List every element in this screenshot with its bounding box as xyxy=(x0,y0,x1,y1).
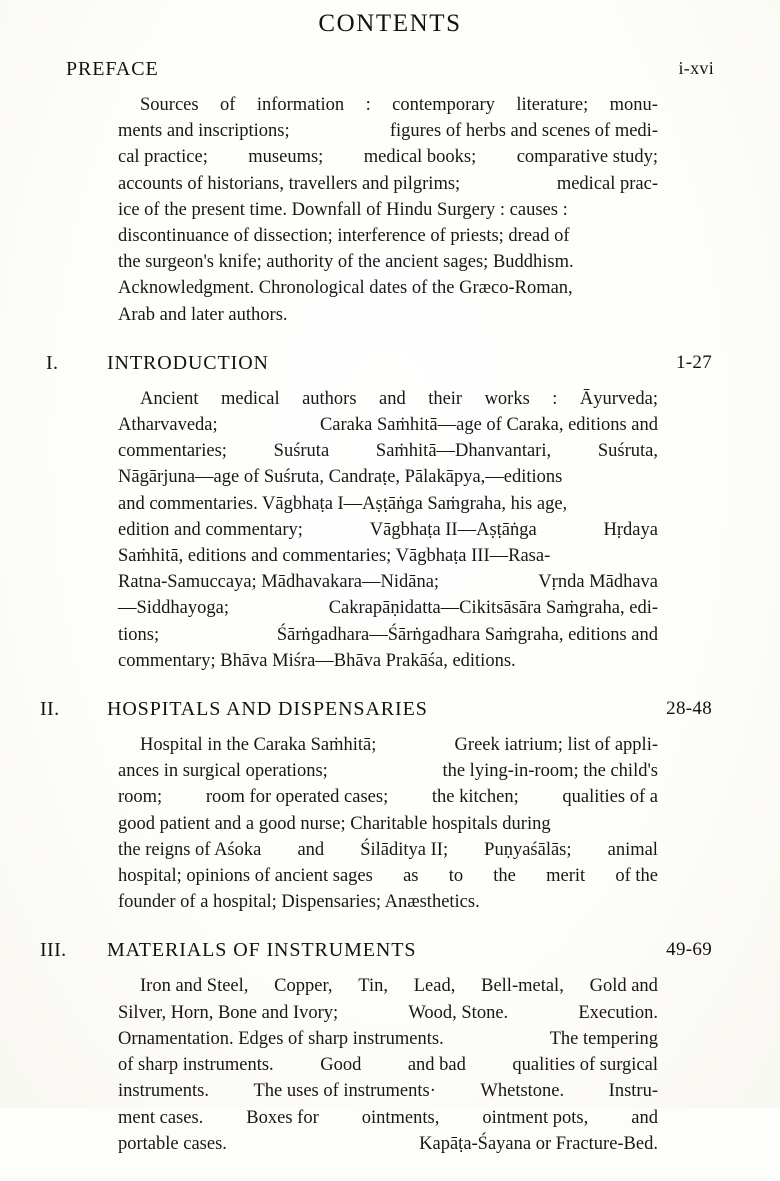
spacer xyxy=(0,40,780,58)
line-segment: merit xyxy=(546,866,586,887)
line-segment: museums; xyxy=(248,147,324,168)
line-segment: ointment pots, xyxy=(482,1107,589,1128)
line-segment: works xyxy=(484,388,530,409)
spacer xyxy=(0,674,780,698)
line-segment: Sources xyxy=(140,95,199,115)
line-segment: Suśruta xyxy=(273,441,330,462)
line-segment: authors xyxy=(302,388,357,409)
description-line xyxy=(118,1131,658,1157)
description-line xyxy=(118,863,658,889)
description-line xyxy=(118,758,658,784)
line-segment: medical prac- xyxy=(556,173,658,194)
line-segment: Lead, xyxy=(413,976,456,997)
line-segment: the kitchen; xyxy=(431,787,519,808)
description-line xyxy=(118,438,658,464)
line-segment: Greek iatrium; list of appli- xyxy=(454,735,658,756)
line-segment: Iron and Steel, xyxy=(140,976,249,997)
page-title: CONTENTS xyxy=(318,10,462,37)
line-segment: and bad xyxy=(407,1055,466,1076)
entry-page-range: 28-48 xyxy=(666,698,712,720)
entry-title[interactable]: INTRODUCTION xyxy=(107,351,269,374)
line-segment: Silver, Horn, Bone and Ivory; xyxy=(118,1002,339,1023)
line-segment: monu- xyxy=(609,95,658,115)
line-segment: Puṇyaśālās; xyxy=(484,839,572,860)
line-segment: ointments, xyxy=(361,1107,440,1128)
line-segment: Vāgbhaṭa II—Aṣṭāṅga xyxy=(369,519,537,540)
line-segment: Śilāditya II; xyxy=(360,839,449,860)
description-line xyxy=(118,1026,658,1052)
line-segment: the lying-in-room; the child's xyxy=(442,761,658,782)
line-segment: hospital; opinions of ancient sages xyxy=(118,866,373,887)
entry-title[interactable]: MATERIALS OF INSTRUMENTS xyxy=(107,939,417,962)
line-segment: and xyxy=(379,388,406,409)
line-segment: and xyxy=(631,1107,658,1128)
line-segment: Ornamentation. Edges of sharp instruments. xyxy=(118,1028,444,1049)
description-line: ice of the present time. Downfall of Hindu Surgery : causes : xyxy=(118,199,568,220)
line-segment: Suśruta, xyxy=(597,441,658,462)
spacer xyxy=(0,1157,780,1181)
line-segment: Copper, xyxy=(274,976,333,997)
line-segment: Hospital in the Caraka Saṁhitā; xyxy=(140,735,377,756)
description-line: Nāgārjuna—age of Suśruta, Candraṭe, Pālakāpya,—editions xyxy=(118,467,563,488)
entry-numeral: I. xyxy=(46,351,59,374)
line-segment: comparative study; xyxy=(516,147,658,168)
line-segment: portable cases. xyxy=(118,1133,227,1154)
entry-numeral: III. xyxy=(40,939,67,962)
contents-entry-list xyxy=(0,58,780,1181)
line-segment: qualities of a xyxy=(562,787,658,808)
line-segment: of sharp instruments. xyxy=(118,1055,274,1076)
contents-entry[interactable] xyxy=(0,939,780,1156)
entry-header[interactable] xyxy=(0,58,780,92)
line-segment: : xyxy=(365,95,371,115)
line-segment: room; xyxy=(118,787,163,808)
entry-page-range: i-xvi xyxy=(678,58,714,78)
description-line: Saṁhitā, editions and commentaries; Vāgbhaṭa III—Rasa- xyxy=(118,546,551,567)
description-line xyxy=(118,784,658,810)
entry-title[interactable]: HOSPITALS AND DISPENSARIES xyxy=(107,698,428,721)
spacer xyxy=(0,328,780,352)
line-segment: as xyxy=(403,866,419,887)
entry-description xyxy=(0,732,780,915)
description-line xyxy=(140,92,658,118)
entry-description xyxy=(0,973,780,1156)
line-segment: cal practice; xyxy=(118,147,208,168)
line-segment: Āyurveda; xyxy=(579,388,658,409)
description-line xyxy=(118,171,658,197)
line-segment: —Siddhayoga; xyxy=(118,598,229,619)
line-segment: : xyxy=(552,388,558,409)
line-segment: Atharvaveda; xyxy=(118,415,218,436)
line-segment: Good xyxy=(320,1055,362,1076)
line-segment: Execution. xyxy=(578,1002,658,1023)
line-segment: Hṛdaya xyxy=(603,519,658,540)
line-segment: Śārṅgadhara—Śārṅgadhara Saṁgraha, editions and xyxy=(276,624,658,645)
description-line xyxy=(118,517,658,543)
line-segment: edition and commentary; xyxy=(118,519,303,540)
line-segment: ments and inscriptions; xyxy=(118,121,290,142)
line-segment: instruments. xyxy=(118,1081,209,1102)
line-segment: the xyxy=(493,866,516,887)
description-line xyxy=(118,1105,658,1131)
line-segment: Boxes for xyxy=(246,1107,319,1128)
line-segment: figures of herbs and scenes of medi- xyxy=(389,121,658,142)
contents-entry[interactable] xyxy=(0,58,780,328)
line-segment: and xyxy=(297,839,325,860)
line-segment: information xyxy=(256,95,345,115)
entry-description xyxy=(0,386,780,674)
description-line xyxy=(118,1078,658,1104)
description-line xyxy=(118,412,658,438)
line-segment: literature; xyxy=(516,95,589,115)
line-segment: Kapāṭa-Śayana or Fracture-Bed. xyxy=(419,1133,658,1154)
line-segment: the reigns of Aśoka xyxy=(118,839,262,860)
entry-header[interactable] xyxy=(0,698,780,732)
entry-page-range: 1-27 xyxy=(675,351,712,373)
line-segment: Cakrapāṇidatta—Cikitsāsāra Saṁgraha, edi- xyxy=(328,598,658,619)
line-segment: tions; xyxy=(118,624,160,645)
description-line xyxy=(140,732,658,758)
line-segment: Wood, Stone. xyxy=(408,1002,509,1023)
description-line xyxy=(118,118,658,144)
line-segment: room for operated cases; xyxy=(205,787,389,808)
description-line xyxy=(118,1052,658,1078)
line-segment: medical xyxy=(221,388,280,409)
contents-entry[interactable] xyxy=(0,352,780,674)
description-line xyxy=(118,595,658,621)
line-segment: medical books; xyxy=(363,147,477,168)
line-segment: ances in surgical operations; xyxy=(118,761,328,782)
description-line xyxy=(118,144,658,170)
description-line xyxy=(118,622,658,648)
description-line xyxy=(118,1000,658,1026)
line-segment: Saṁhitā—Dhanvantari, xyxy=(375,441,552,462)
entry-header[interactable] xyxy=(0,352,780,386)
description-line: commentary; Bhāva Miśra—Bhāva Prakāśa, editions. xyxy=(118,650,516,671)
description-line xyxy=(118,569,658,595)
description-line: and commentaries. Vāgbhaṭa I—Aṣṭāṅga Saṁgraha, his age, xyxy=(118,493,568,514)
line-segment: their xyxy=(428,388,463,409)
line-segment: Instru- xyxy=(608,1081,658,1102)
description-line: Arab and later authors. xyxy=(118,304,288,325)
line-segment: of the xyxy=(615,866,658,887)
description-line xyxy=(118,837,658,863)
entry-description xyxy=(0,92,780,328)
line-segment: Vṛnda Mādhava xyxy=(538,572,658,593)
spacer xyxy=(0,915,780,939)
contents-entry[interactable] xyxy=(0,698,780,915)
line-segment: Whetstone. xyxy=(480,1081,565,1102)
line-segment: of xyxy=(220,95,236,115)
line-segment: Bell-metal, xyxy=(481,976,564,997)
line-segment: Ancient xyxy=(140,388,199,409)
line-segment: Gold and xyxy=(589,976,658,997)
line-segment: accounts of historians, travellers and pilgrims; xyxy=(118,173,461,194)
description-line: discontinuance of dissection; interference of priests; dread of xyxy=(118,226,570,247)
entry-page-range: 49-69 xyxy=(666,939,712,961)
line-segment: The tempering xyxy=(549,1028,658,1049)
line-segment: Ratna-Samuccaya; Mādhavakara—Nidāna; xyxy=(118,572,440,593)
entry-title[interactable]: PREFACE xyxy=(66,58,159,80)
description-line: Acknowledgment. Chronological dates of the Græco-Roman, xyxy=(118,278,573,299)
entry-header[interactable] xyxy=(0,939,780,973)
line-segment: animal xyxy=(607,839,658,860)
line-segment: commentaries; xyxy=(118,441,227,462)
line-segment: ment cases. xyxy=(118,1107,204,1128)
line-segment: to xyxy=(448,866,464,887)
line-segment: The uses of instruments· xyxy=(253,1081,436,1102)
line-segment: Tin, xyxy=(358,976,388,997)
description-line: the surgeon's knife; authority of the ancient sages; Buddhism. xyxy=(118,252,574,273)
line-segment: qualities of surgical xyxy=(512,1055,658,1076)
description-line xyxy=(140,973,658,999)
description-line: good patient and a good nurse; Charitable hospitals during xyxy=(118,813,551,834)
entry-numeral: II. xyxy=(40,698,60,721)
line-segment: contemporary xyxy=(392,95,495,115)
description-line xyxy=(140,386,658,412)
description-line: founder of a hospital; Dispensaries; Anæsthetics. xyxy=(118,892,480,913)
line-segment: Caraka Saṁhitā—age of Caraka, editions and xyxy=(319,415,658,436)
